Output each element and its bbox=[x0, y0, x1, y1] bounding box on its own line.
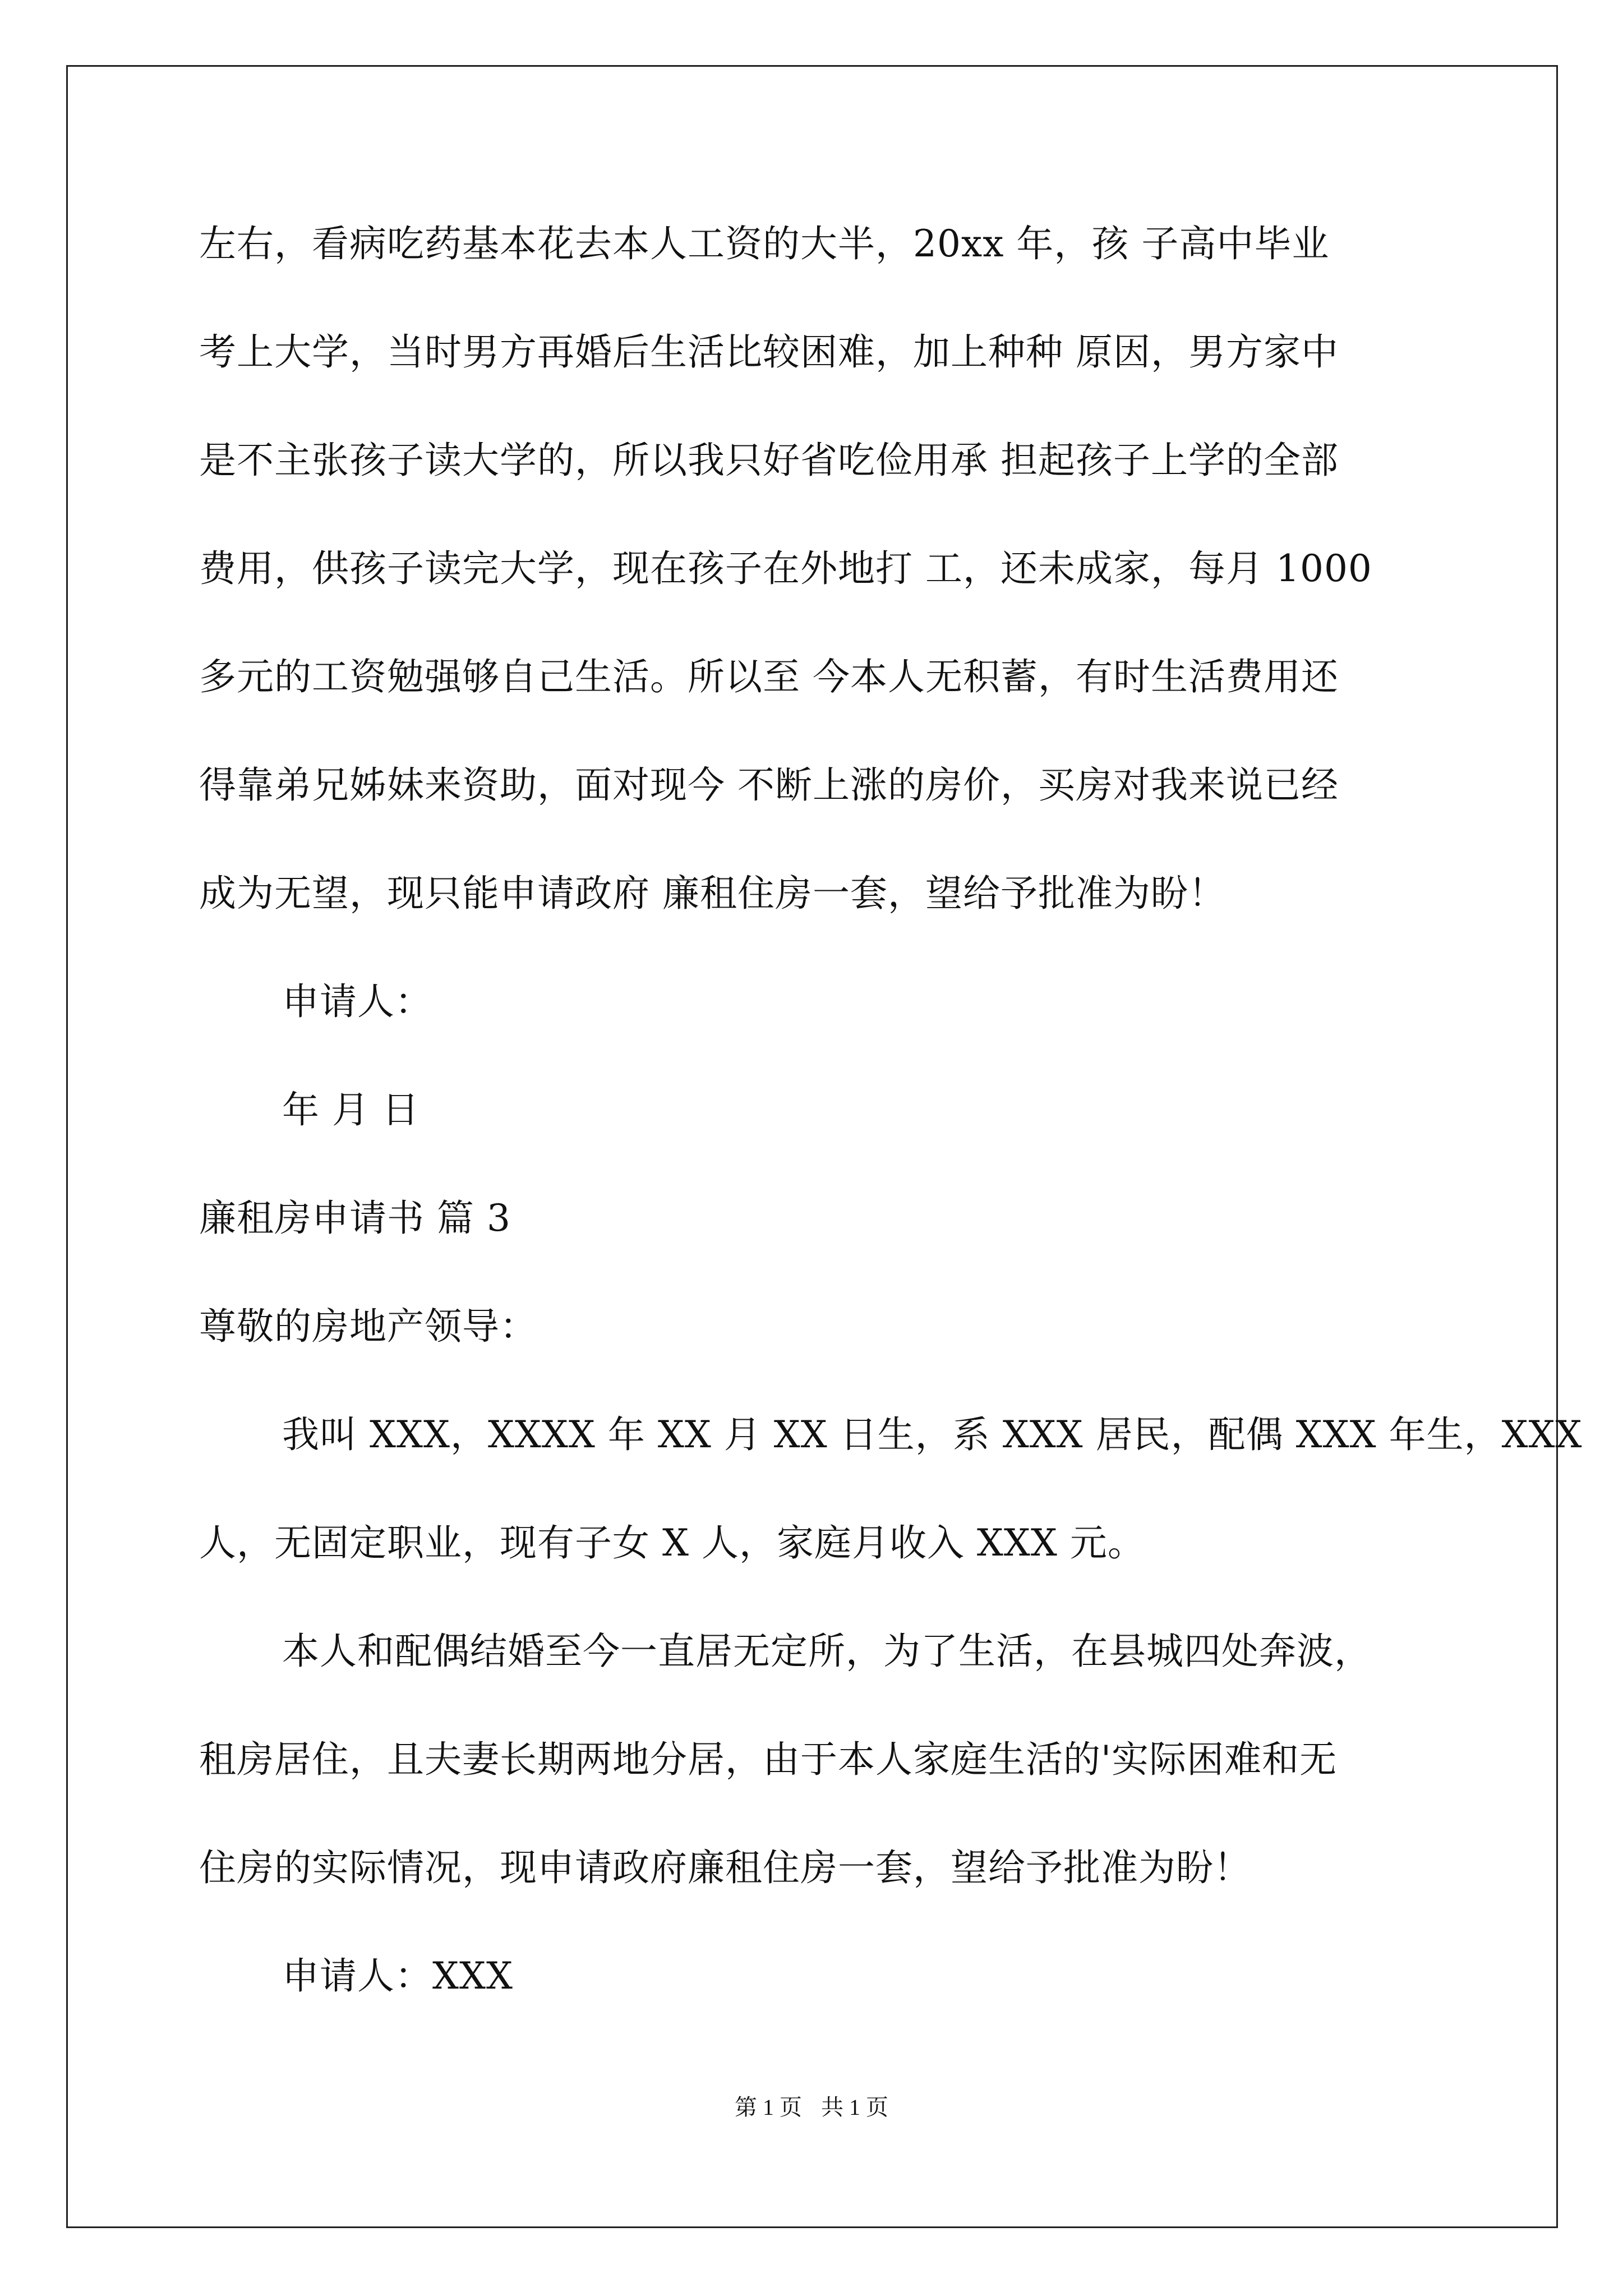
section-title: 廉租房申请书 篇 3 bbox=[199, 1197, 511, 1240]
paragraph-line: 左右，看病吃药基本花去本人工资的大半，20xx 年，孩 子高中毕业 bbox=[199, 222, 1330, 265]
paragraph-line: 我叫 XXX，XXXX 年 XX 月 XX 日生，系 XXX 居民，配偶 XXX 年生，XXX bbox=[282, 1413, 1583, 1456]
paragraph-line: 费用，供孩子读完大学，现在孩子在外地打 工，还未成家，每月 1000 bbox=[199, 547, 1372, 590]
page-total: 共 1 页 bbox=[821, 2095, 888, 2120]
paragraph-line: 租房居住，且夫妻长期两地分居，由于本人家庭生活的'实际困难和无 bbox=[199, 1738, 1338, 1781]
date-line: 年 月 日 bbox=[282, 1088, 419, 1131]
paragraph-line: 多元的工资勉强够自己生活。所以至 今本人无积蓄，有时生活费用还 bbox=[199, 655, 1339, 698]
page-number: 第 1 页 bbox=[735, 2095, 802, 2120]
paragraph-line: 是不主张孩子读大学的，所以我只好省吃俭用承 担起孩子上学的全部 bbox=[199, 439, 1339, 482]
paragraph-line: 人，无固定职业，现有子女 X 人，家庭月收入 XXX 元。 bbox=[199, 1521, 1145, 1565]
paragraph-line: 成为无望，现只能申请政府 廉租住房一套，望给予批准为盼！ bbox=[199, 872, 1226, 915]
paragraph-line: 考上大学，当时男方再婚后生活比较困难，加上种种 原因，男方家中 bbox=[199, 330, 1339, 374]
paragraph-line: 住房的实际情况，现申请政府廉租住房一套，望给予批准为盼！ bbox=[199, 1846, 1251, 1889]
applicant-label: 申请人： bbox=[282, 980, 432, 1023]
salutation: 尊敬的房地产领导： bbox=[199, 1305, 537, 1348]
paragraph-line: 本人和配偶结婚至今一直居无定所，为了生活，在县城四处奔波， bbox=[282, 1630, 1372, 1673]
page-border bbox=[66, 65, 1558, 2228]
applicant-signature: 申请人：XXX bbox=[282, 1954, 513, 1998]
page-footer bbox=[0, 2090, 1623, 2122]
paragraph-line: 得靠弟兄姊妹来资助，面对现今 不断上涨的房价，买房对我来说已经 bbox=[199, 763, 1339, 807]
